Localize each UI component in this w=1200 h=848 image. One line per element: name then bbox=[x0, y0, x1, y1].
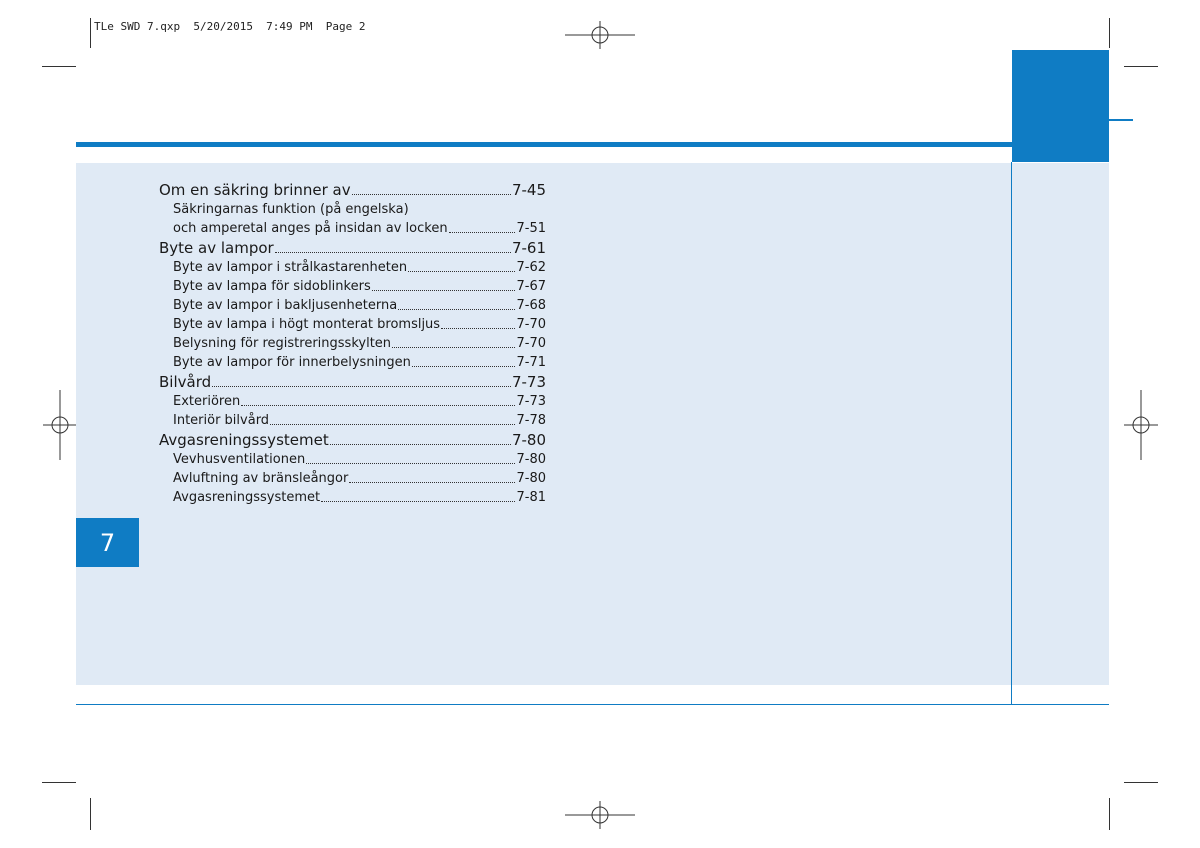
toc-leader-dots bbox=[212, 385, 511, 387]
toc-leader-dots bbox=[349, 481, 515, 483]
toc-entry[interactable] bbox=[159, 315, 546, 334]
toc-entry-page: 7-73 bbox=[516, 394, 546, 409]
toc-entry-label: Avluftning av bränsleångor bbox=[173, 471, 349, 486]
toc-entry-label: Avgasreningssystemet bbox=[159, 431, 329, 449]
toc-entry-label: Exteriören bbox=[173, 394, 241, 409]
toc-entry[interactable] bbox=[159, 258, 546, 277]
toc-entry-page: 7-70 bbox=[516, 317, 546, 332]
toc-entry-label: Interiör bilvård bbox=[173, 413, 270, 428]
crop-mark bbox=[90, 18, 91, 48]
toc-entry-page: 7-61 bbox=[511, 239, 546, 257]
toc-leader-dots bbox=[398, 308, 515, 310]
crop-mark bbox=[1124, 782, 1158, 783]
toc-entry[interactable] bbox=[159, 200, 546, 219]
crop-mark bbox=[1109, 798, 1110, 830]
toc-entry-page: 7-68 bbox=[516, 298, 546, 313]
toc-leader-dots bbox=[270, 423, 515, 425]
toc-entry-label: Vevhusventilationen bbox=[173, 452, 306, 467]
toc-leader-dots bbox=[412, 365, 516, 367]
toc-entry-label: Bilvård bbox=[159, 373, 212, 391]
registration-mark-icon bbox=[565, 21, 635, 49]
toc-entry-label: Byte av lampor i bakljusenheterna bbox=[173, 298, 398, 313]
registration-mark-icon bbox=[43, 390, 77, 460]
toc-entry[interactable] bbox=[159, 392, 546, 411]
toc-entry-label: Byte av lampa för sidoblinkers bbox=[173, 279, 371, 294]
registration-mark-icon bbox=[1124, 390, 1158, 460]
toc-entry-label: Byte av lampor för innerbelysningen bbox=[173, 355, 411, 370]
crop-mark bbox=[1124, 66, 1158, 67]
toc-entry[interactable] bbox=[159, 430, 546, 450]
crop-mark bbox=[1109, 18, 1110, 48]
toc-leader-dots bbox=[352, 193, 511, 195]
crop-mark bbox=[42, 66, 76, 67]
toc-entry-page: 7-81 bbox=[516, 490, 546, 505]
corner-tick bbox=[1109, 119, 1133, 121]
toc-leader-dots bbox=[275, 251, 511, 253]
table-of-contents bbox=[159, 180, 546, 507]
toc-leader-dots bbox=[241, 404, 515, 406]
toc-entry-page: 7-51 bbox=[516, 221, 546, 236]
toc-entry-page: 7-70 bbox=[516, 336, 546, 351]
toc-entry-page: 7-80 bbox=[511, 431, 546, 449]
toc-entry-page: 7-45 bbox=[511, 181, 546, 199]
toc-leader-dots bbox=[372, 289, 516, 291]
toc-entry[interactable] bbox=[159, 277, 546, 296]
toc-leader-dots bbox=[392, 346, 515, 348]
toc-entry-label: och amperetal anges på insidan av locken bbox=[173, 221, 448, 236]
toc-entry[interactable] bbox=[159, 334, 546, 353]
toc-entry[interactable] bbox=[159, 488, 546, 507]
toc-leader-dots bbox=[441, 327, 515, 329]
column-rule bbox=[1011, 162, 1012, 705]
toc-leader-dots bbox=[449, 231, 516, 233]
toc-entry[interactable] bbox=[159, 238, 546, 258]
toc-entry-label: Avgasreningssystemet bbox=[173, 490, 321, 505]
toc-entry[interactable] bbox=[159, 469, 546, 488]
toc-entry-page: 7-62 bbox=[516, 260, 546, 275]
chapter-tab: 7 bbox=[76, 518, 139, 567]
toc-entry[interactable] bbox=[159, 372, 546, 392]
toc-entry[interactable] bbox=[159, 180, 546, 200]
toc-entry[interactable] bbox=[159, 411, 546, 430]
toc-entry-label: Om en säkring brinner av bbox=[159, 181, 351, 199]
toc-entry-page: 7-67 bbox=[516, 279, 546, 294]
corner-block bbox=[1012, 50, 1109, 162]
toc-entry-page: 7-78 bbox=[516, 413, 546, 428]
toc-entry-page: 7-80 bbox=[516, 452, 546, 467]
print-slug: TLe SWD 7.qxp 5/20/2015 7:49 PM Page 2 bbox=[94, 20, 366, 33]
header-bar bbox=[76, 142, 1012, 147]
toc-leader-dots bbox=[321, 500, 515, 502]
toc-entry-label: Byte av lampa i högt monterat bromsljus bbox=[173, 317, 441, 332]
registration-mark-icon bbox=[565, 801, 635, 829]
toc-entry-page: 7-71 bbox=[516, 355, 546, 370]
toc-leader-dots bbox=[408, 270, 515, 272]
toc-entry-page: 7-80 bbox=[516, 471, 546, 486]
toc-entry[interactable] bbox=[159, 219, 546, 238]
toc-entry[interactable] bbox=[159, 353, 546, 372]
toc-entry-label: Belysning för registreringsskylten bbox=[173, 336, 392, 351]
toc-entry[interactable] bbox=[159, 450, 546, 469]
crop-mark bbox=[42, 782, 76, 783]
toc-entry-label: Byte av lampor i strålkastarenheten bbox=[173, 260, 408, 275]
toc-leader-dots bbox=[330, 443, 511, 445]
footer-rule bbox=[76, 704, 1109, 705]
toc-entry-page: 7-73 bbox=[511, 373, 546, 391]
toc-leader-dots bbox=[306, 462, 515, 464]
crop-mark bbox=[90, 798, 91, 830]
toc-entry[interactable] bbox=[159, 296, 546, 315]
toc-entry-label: Säkringarnas funktion (på engelska) bbox=[173, 202, 409, 217]
toc-entry-label: Byte av lampor bbox=[159, 239, 274, 257]
